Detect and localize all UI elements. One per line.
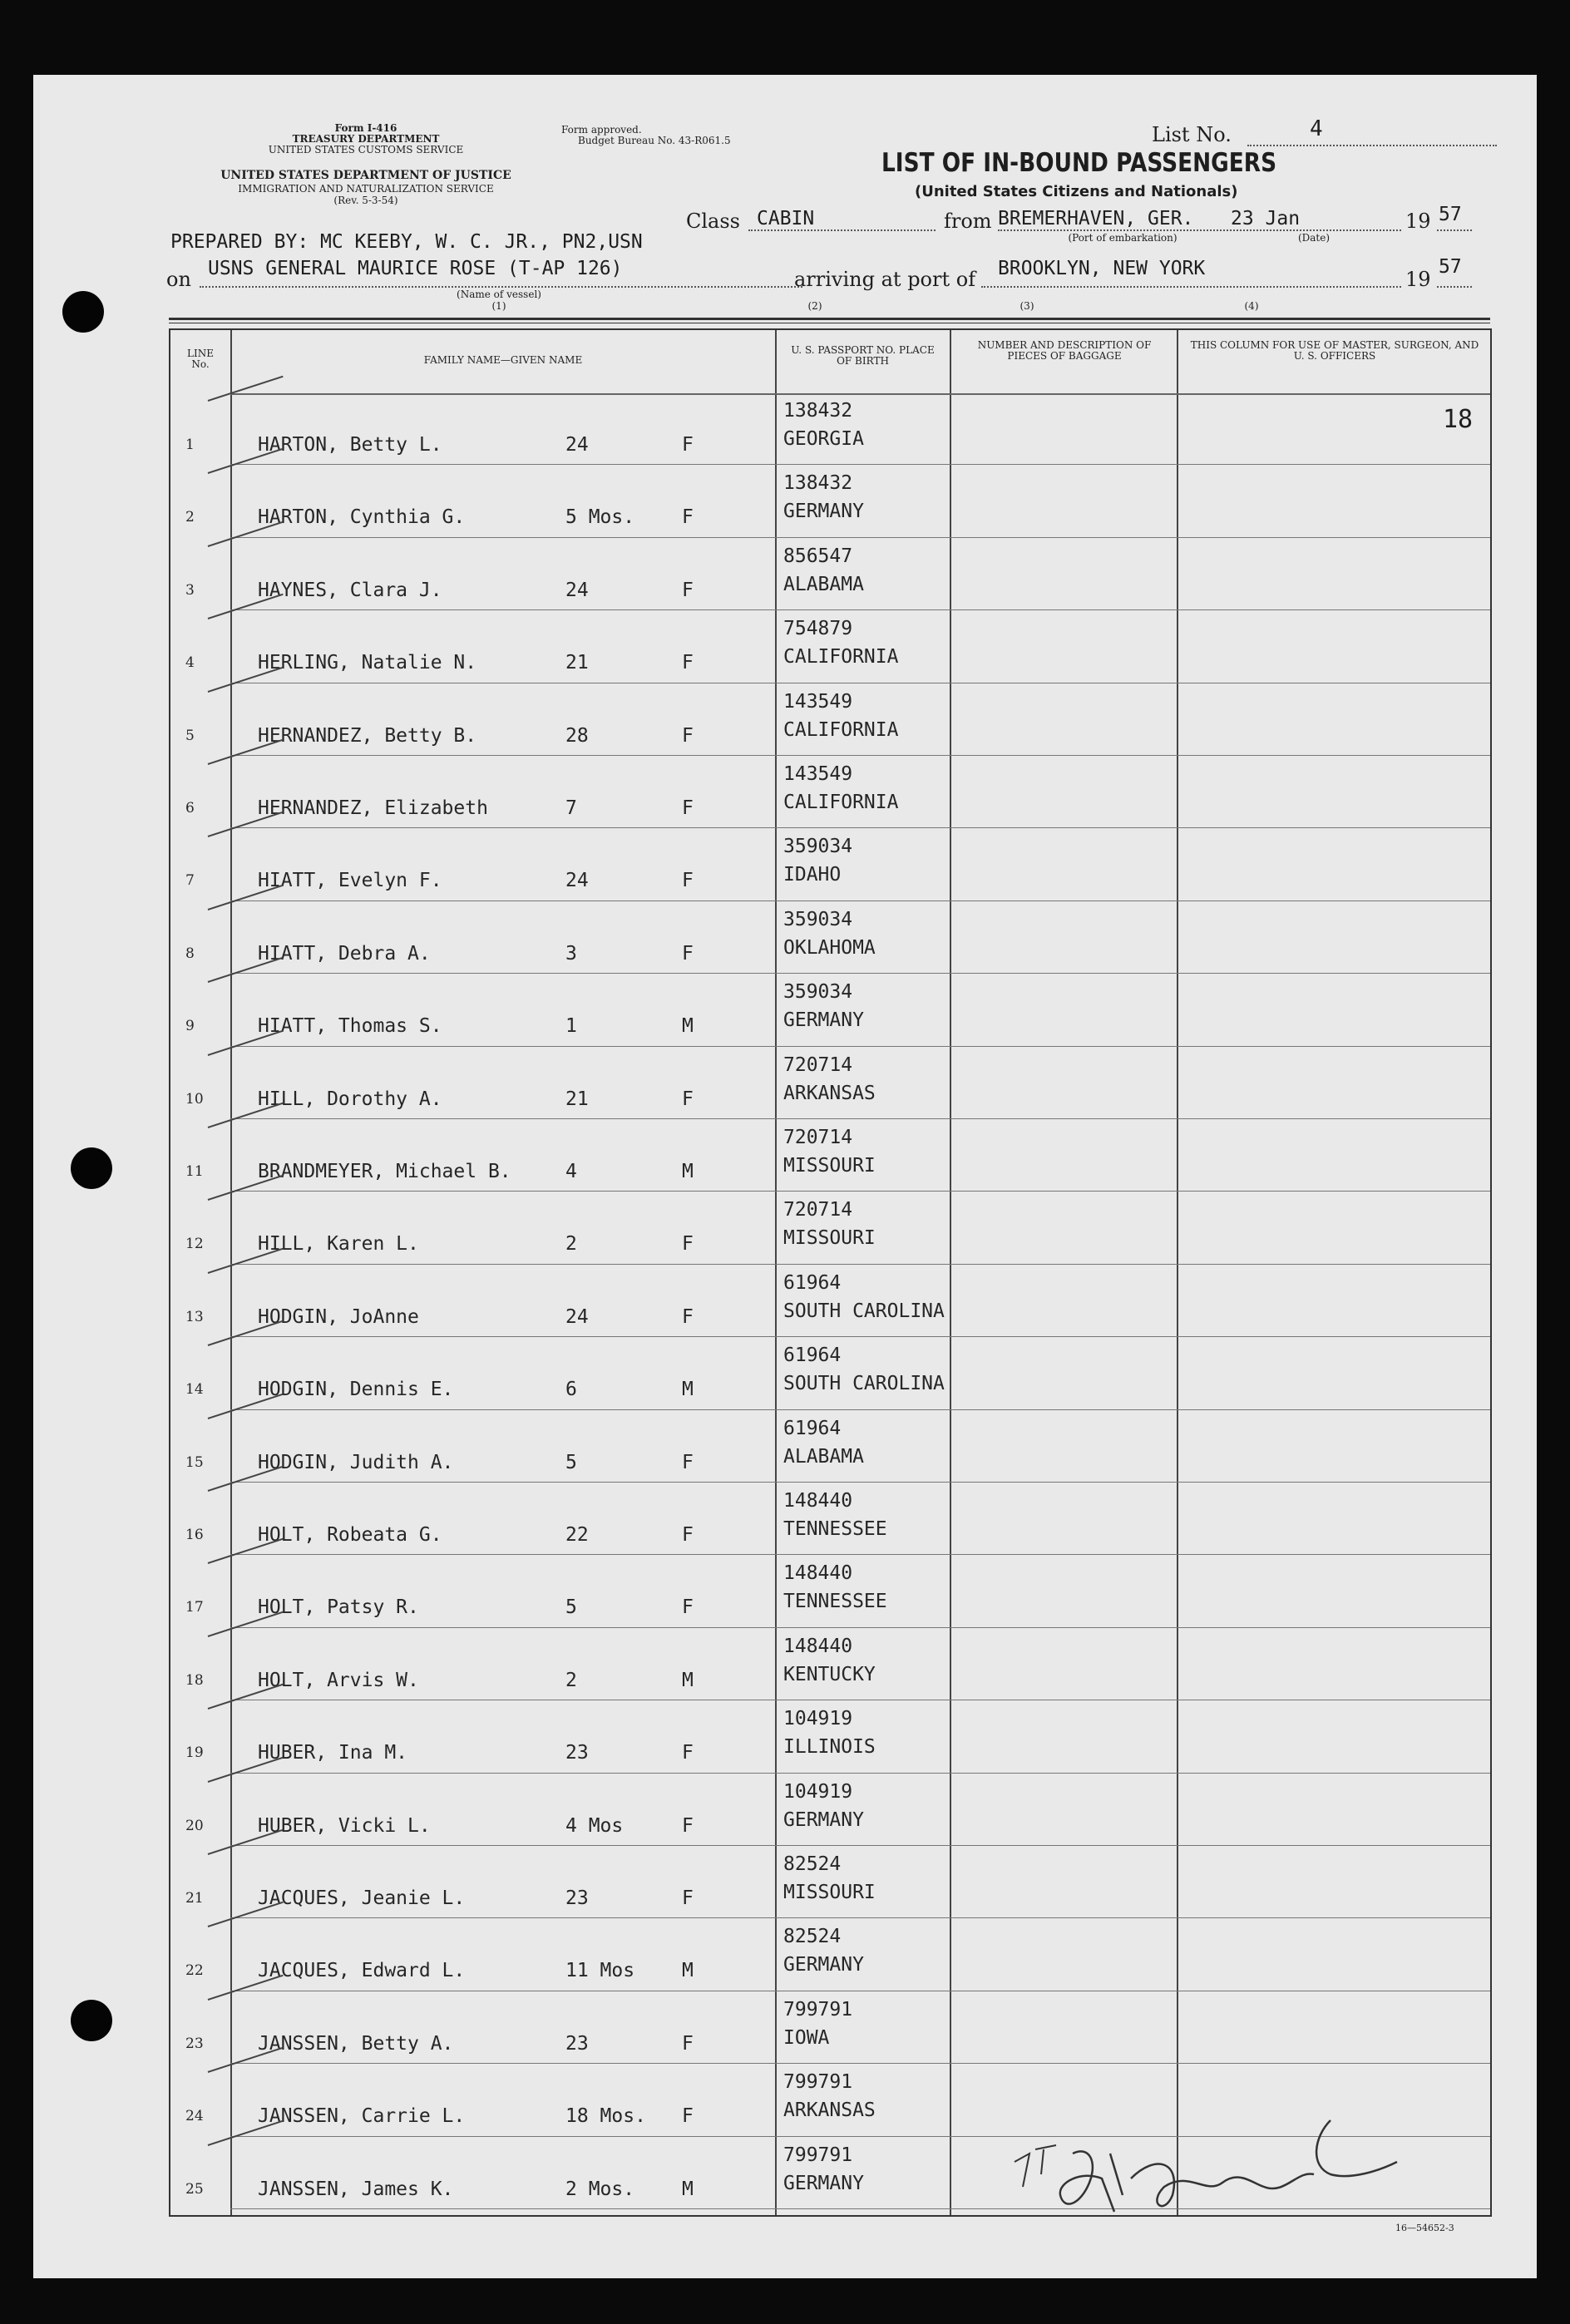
header-name: FAMILY NAME—GIVEN NAME	[423, 354, 583, 366]
place-of-birth: MISSOURI	[783, 1155, 876, 1177]
passenger-sex: F	[682, 2105, 694, 2128]
passenger-age: 5	[565, 1596, 577, 1619]
place-of-birth: GERMANY	[783, 501, 864, 523]
place-of-birth: SOUTH CAROLINA	[783, 1300, 945, 1322]
passenger-sex: F	[682, 724, 694, 747]
place-of-birth: GEORGIA	[783, 428, 864, 450]
passenger-sex: M	[682, 1379, 694, 1401]
from-line	[998, 229, 1401, 231]
from-label: from	[944, 210, 992, 233]
passenger-age: 18 Mos.	[565, 2105, 646, 2128]
passenger-sex: M	[682, 1161, 694, 1182]
row-rule	[230, 1409, 1490, 1410]
date-caption: (Date)	[1297, 232, 1331, 244]
passport-number: 61964	[783, 1345, 842, 1367]
line-number: 2	[185, 509, 195, 526]
place-of-birth: GERMANY	[783, 1009, 864, 1032]
line-number: 24	[185, 2108, 204, 2125]
passenger-table	[169, 328, 1492, 2217]
passenger-sex: F	[682, 579, 694, 601]
line-number: 23	[185, 2035, 204, 2052]
table-row	[170, 393, 1490, 466]
officer-note: 18	[1443, 405, 1474, 434]
place-of-birth: TENNESSEE	[783, 1591, 887, 1613]
passport-number: 754879	[783, 618, 853, 640]
row-rule	[230, 1917, 1490, 1918]
passport-number: 61964	[783, 1417, 842, 1439]
table-row	[170, 1048, 1490, 1120]
place-of-birth: IOWA	[783, 2026, 830, 2049]
table-row	[170, 975, 1490, 1047]
passenger-name: HODGIN, Judith A.	[258, 1451, 454, 1473]
place-of-birth: OKLAHOMA	[783, 936, 876, 959]
place-of-birth: KENTUCKY	[783, 1663, 876, 1685]
passenger-name: HERNANDEZ, Betty B.	[258, 724, 477, 747]
treasury-department: TREASURY DEPARTMENT	[292, 133, 440, 145]
passenger-sex: F	[682, 1305, 694, 1328]
header-baggage: NUMBER AND DESCRIPTION OF PIECES OF BAGGAGE	[977, 339, 1152, 362]
vessel-line	[200, 286, 802, 288]
row-rule	[230, 537, 1490, 538]
passenger-name: HERNANDEZ, Elizabeth	[258, 797, 488, 819]
passenger-name: HILL, Karen L.	[258, 1233, 419, 1256]
ins-service: IMMIGRATION AND NATURALIZATION SERVICE	[238, 183, 494, 195]
arrival-year-line	[1437, 286, 1472, 288]
passenger-sex: F	[682, 506, 694, 529]
passenger-name: JANSSEN, Carrie L.	[258, 2105, 466, 2128]
table-row	[170, 1701, 1490, 1774]
passport-number: 720714	[783, 1127, 853, 1148]
embarkation-port: BREMERHAVEN, GER.	[998, 208, 1194, 229]
table-row	[170, 539, 1490, 611]
passenger-age: 4 Mos	[565, 1814, 624, 1837]
header-passport: U. S. PASSPORT NO. PLACE OF BIRTH	[791, 344, 935, 367]
passenger-age: 2	[565, 1233, 577, 1256]
passport-number: 143549	[783, 763, 853, 785]
table-row	[170, 1556, 1490, 1628]
row-rule	[230, 2063, 1490, 2064]
passenger-sex: F	[682, 1596, 694, 1619]
passenger-sex: F	[682, 870, 694, 892]
class-label: Class	[686, 210, 740, 233]
passenger-name: HODGIN, JoAnne	[258, 1305, 419, 1328]
passport-number: 138432	[783, 472, 853, 495]
line-number: 4	[185, 654, 195, 672]
row-rule	[230, 827, 1490, 828]
passenger-sex: F	[682, 1088, 694, 1110]
passport-number: 104919	[783, 1780, 853, 1803]
form-subtitle: (United States Citizens and Nationals)	[915, 183, 1238, 200]
row-rule	[230, 1482, 1490, 1483]
place-of-birth: GERMANY	[783, 1808, 864, 1831]
class-value: CABIN	[757, 208, 815, 229]
place-of-birth: GERMANY	[783, 2172, 864, 2194]
passenger-age: 4	[565, 1161, 577, 1182]
row-rule	[230, 1118, 1490, 1119]
table-row	[170, 1919, 1490, 1991]
year-value: 57	[1439, 204, 1462, 225]
passenger-age: 24	[565, 1305, 589, 1328]
department-of-justice: UNITED STATES DEPARTMENT OF JUSTICE	[220, 169, 511, 182]
list-number-line	[1247, 145, 1497, 146]
arrival-year-prefix: 19	[1405, 268, 1431, 291]
col-4-caption: (4)	[1244, 300, 1259, 312]
passport-number: 138432	[783, 400, 853, 422]
passenger-name: HUBER, Vicki L.	[258, 1814, 431, 1837]
vessel-name: USNS GENERAL MAURICE ROSE (T-AP 126)	[208, 258, 623, 279]
embarkation-date: 23 Jan	[1231, 208, 1301, 229]
table-row	[170, 1629, 1490, 1701]
passenger-name: HIATT, Evelyn F.	[258, 870, 442, 892]
passenger-name: HODGIN, Dennis E.	[258, 1379, 454, 1401]
passenger-name: HOLT, Patsy R.	[258, 1596, 419, 1619]
header-officers: THIS COLUMN FOR USE OF MASTER, SURGEON, AND U. S. OFFICERS	[1190, 339, 1479, 362]
passport-number: 61964	[783, 1271, 842, 1294]
signature	[965, 2104, 1430, 2245]
passport-number: 799791	[783, 1998, 853, 2021]
on-label: on	[166, 268, 191, 291]
place-of-birth: SOUTH CAROLINA	[783, 1373, 945, 1395]
row-rule	[230, 464, 1490, 465]
passenger-age: 21	[565, 652, 589, 674]
customs-service: UNITED STATES CUSTOMS SERVICE	[268, 144, 464, 155]
passenger-sex: F	[682, 1814, 694, 1837]
passenger-sex: F	[682, 1887, 694, 1909]
passport-number: 856547	[783, 545, 853, 567]
passenger-age: 5 Mos.	[565, 506, 635, 529]
passenger-age: 21	[565, 1088, 589, 1110]
passenger-age: 2	[565, 1669, 577, 1691]
col-1-caption: (1)	[491, 300, 506, 312]
list-number: 4	[1310, 116, 1323, 141]
passport-number: 82524	[783, 1926, 842, 1948]
row-rule	[230, 1845, 1490, 1846]
passenger-age: 11 Mos	[565, 1960, 635, 1982]
line-number: 8	[185, 945, 195, 962]
place-of-birth: TENNESSEE	[783, 1518, 887, 1540]
passport-number: 148440	[783, 1635, 853, 1657]
passenger-sex: F	[682, 1451, 694, 1473]
line-number: 7	[185, 872, 195, 890]
passenger-name: HARTON, Betty L.	[258, 434, 442, 456]
passenger-name: HIATT, Debra A.	[258, 942, 431, 965]
row-rule	[230, 973, 1490, 974]
table-row	[170, 902, 1490, 975]
passenger-name: HUBER, Ina M.	[258, 1742, 408, 1764]
passenger-name: JACQUES, Edward L.	[258, 1960, 466, 1982]
passenger-age: 3	[565, 942, 577, 965]
passport-number: 82524	[783, 1853, 842, 1875]
row-rule	[230, 1336, 1490, 1337]
line-number: 12	[185, 1236, 204, 1253]
passenger-age: 22	[565, 1524, 589, 1546]
table-row	[170, 611, 1490, 683]
line-number: 14	[185, 1381, 204, 1399]
punch-hole	[62, 291, 104, 333]
col-2-caption: (2)	[807, 300, 822, 312]
place-of-birth: CALIFORNIA	[783, 718, 899, 741]
passenger-age: 5	[565, 1451, 577, 1473]
budget-bureau: Budget Bureau No. 43-R061.5	[578, 135, 731, 146]
passenger-age: 2 Mos.	[565, 2178, 635, 2200]
passenger-name: HERLING, Natalie N.	[258, 652, 477, 674]
passport-number: 148440	[783, 1490, 853, 1512]
line-number: 6	[185, 800, 195, 817]
table-row	[170, 1411, 1490, 1483]
passenger-name: HIATT, Thomas S.	[258, 1015, 442, 1038]
passenger-sex: M	[682, 1015, 694, 1038]
form-approved: Form approved.	[561, 124, 642, 136]
table-row	[170, 1120, 1490, 1192]
place-of-birth: ARKANSAS	[783, 2099, 876, 2122]
passenger-name: JANSSEN, Betty A.	[258, 2032, 454, 2055]
line-number: 19	[185, 1744, 204, 1762]
line-number: 16	[185, 1527, 204, 1543]
passport-number: 799791	[783, 2144, 853, 2166]
passport-number: 359034	[783, 908, 853, 930]
table-row	[170, 829, 1490, 901]
list-number-label: List No.	[1152, 123, 1232, 146]
passport-number: 799791	[783, 2071, 853, 2094]
line-number: 20	[185, 1817, 204, 1834]
passenger-age: 23	[565, 1887, 589, 1909]
place-of-birth: ALABAMA	[783, 1445, 864, 1468]
year-prefix: 19	[1405, 210, 1431, 233]
col-3-caption: (3)	[1020, 300, 1034, 312]
line-number: 13	[185, 1308, 204, 1325]
passenger-name: HARTON, Cynthia G.	[258, 506, 466, 529]
passenger-sex: F	[682, 1233, 694, 1256]
class-line	[748, 229, 936, 231]
table-row	[170, 684, 1490, 757]
punch-hole	[71, 1147, 112, 1189]
vessel-caption: (Name of vessel)	[457, 289, 541, 300]
passenger-sex: M	[682, 1960, 694, 1982]
place-of-birth: CALIFORNIA	[783, 792, 899, 813]
passenger-sex: F	[682, 434, 694, 456]
revision-date: (Rev. 5-3-54)	[333, 195, 398, 206]
table-row	[170, 1774, 1490, 1847]
line-number: 1	[185, 437, 195, 453]
place-of-birth: ILLINOIS	[783, 1736, 876, 1759]
passport-number: 359034	[783, 981, 853, 1004]
place-of-birth: CALIFORNIA	[783, 646, 899, 669]
line-number: 15	[185, 1453, 204, 1471]
port-of-embarkation-caption: (Port of embarkation)	[1068, 232, 1178, 244]
form-title: LIST OF IN-BOUND PASSENGERS	[881, 148, 1277, 178]
passenger-age: 28	[565, 724, 589, 747]
table-row	[170, 757, 1490, 829]
passenger-age: 24	[565, 579, 589, 601]
passenger-sex: F	[682, 1742, 694, 1764]
place-of-birth: MISSOURI	[783, 1227, 876, 1250]
arrival-year: 57	[1439, 256, 1462, 278]
passenger-sex: M	[682, 2178, 694, 2200]
passport-number: 720714	[783, 1053, 853, 1076]
row-rule	[230, 609, 1490, 610]
table-row	[170, 466, 1490, 538]
passenger-age: 7	[565, 797, 577, 819]
passenger-name: HILL, Dorothy A.	[258, 1088, 442, 1110]
table-row	[170, 1847, 1490, 1919]
line-number: 18	[185, 1671, 204, 1689]
passport-number: 148440	[783, 1562, 853, 1585]
line-number: 3	[185, 581, 195, 599]
row-rule	[230, 1773, 1490, 1774]
row-rule	[230, 1264, 1490, 1265]
passenger-sex: F	[682, 942, 694, 965]
footer-code: 16—54652-3	[1395, 2223, 1454, 2233]
passenger-name: HOLT, Arvis W.	[258, 1669, 419, 1691]
check-mark	[208, 376, 284, 402]
place-of-birth: GERMANY	[783, 1954, 864, 1976]
passenger-age: 24	[565, 870, 589, 892]
row-rule	[230, 1627, 1490, 1628]
passport-number: 104919	[783, 1708, 853, 1730]
place-of-birth: IDAHO	[783, 864, 842, 886]
line-number: 17	[185, 1599, 204, 1616]
manifest-page	[33, 75, 1537, 2278]
line-number: 11	[185, 1163, 204, 1180]
line-number: 22	[185, 1962, 204, 1980]
passport-number: 720714	[783, 1199, 853, 1221]
prepared-by: PREPARED BY: MC KEEBY, W. C. JR., PN2,USN	[170, 231, 643, 253]
passenger-sex: F	[682, 1524, 694, 1546]
passenger-age: 23	[565, 1742, 589, 1764]
line-number: 10	[185, 1090, 204, 1108]
table-row	[170, 1483, 1490, 1556]
arriving-label: arriving at port of	[794, 268, 976, 291]
passenger-age: 1	[565, 1015, 577, 1038]
arrival-port: BROOKLYN, NEW YORK	[998, 258, 1206, 279]
line-number: 9	[185, 1018, 195, 1035]
place-of-birth: MISSOURI	[783, 1882, 876, 1903]
passport-number: 359034	[783, 836, 853, 858]
passenger-age: 24	[565, 434, 589, 456]
line-number: 21	[185, 1890, 204, 1907]
line-number: 25	[185, 2180, 204, 2198]
line-number: 5	[185, 727, 195, 744]
passenger-name: BRANDMEYER, Michael B.	[258, 1161, 511, 1182]
passenger-name: JACQUES, Jeanie L.	[258, 1887, 466, 1909]
passenger-name: JANSSEN, James K.	[258, 2178, 454, 2200]
passenger-sex: F	[682, 2032, 694, 2055]
place-of-birth: ARKANSAS	[783, 1082, 876, 1104]
arrival-line	[981, 286, 1401, 288]
header-rule	[169, 318, 1490, 320]
year-line	[1437, 229, 1472, 231]
passenger-sex: F	[682, 797, 694, 819]
passenger-age: 6	[565, 1379, 577, 1401]
table-row	[170, 1992, 1490, 2065]
row-rule	[230, 755, 1490, 756]
row-rule	[230, 1046, 1490, 1047]
header-line-no: LINE No.	[187, 348, 214, 370]
passenger-name: HAYNES, Clara J.	[258, 579, 442, 601]
passenger-sex: F	[682, 652, 694, 674]
punch-hole	[71, 2000, 112, 2041]
row-rule	[230, 1554, 1490, 1555]
passport-number: 143549	[783, 690, 853, 713]
passenger-age: 23	[565, 2032, 589, 2055]
passenger-name: HOLT, Robeata G.	[258, 1524, 442, 1546]
table-row	[170, 1338, 1490, 1410]
table-row	[170, 1266, 1490, 1338]
table-row	[170, 1192, 1490, 1265]
form-number: Form I-416	[334, 122, 397, 134]
place-of-birth: ALABAMA	[783, 573, 864, 595]
row-rule	[230, 1191, 1490, 1192]
row-rule	[230, 900, 1490, 901]
passenger-sex: M	[682, 1669, 694, 1691]
